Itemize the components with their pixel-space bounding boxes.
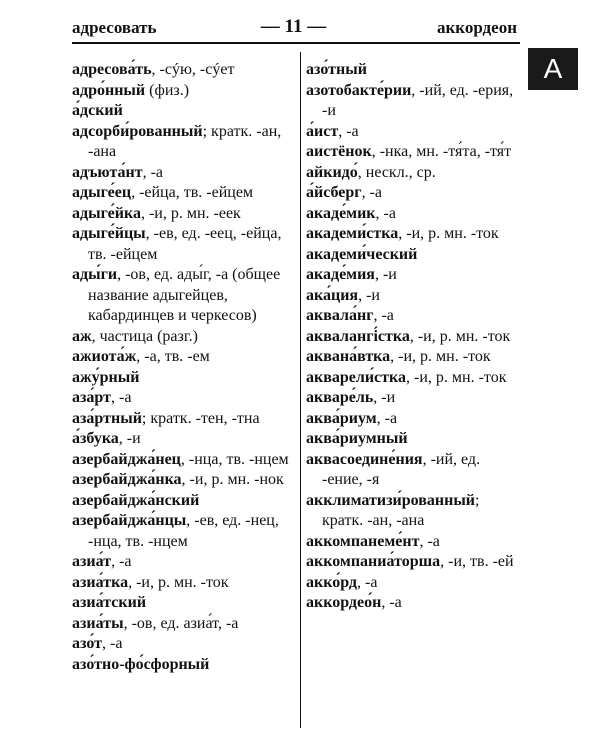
entry-grammar: , -а: [338, 122, 359, 140]
entry-headword: адъюта́нт: [72, 163, 143, 181]
page-header: [70, 12, 517, 40]
entry-headword: а́дский: [72, 102, 123, 119]
entry-grammar: , -а: [381, 594, 402, 611]
dictionary-entry: [72, 183, 294, 204]
entry-headword: аккомпанеме́нт: [306, 532, 420, 550]
entry-headword: азербайджа́нка: [72, 471, 182, 488]
entry-grammar: , -ий, ед. -ерия, -и: [322, 81, 514, 119]
header-right-guide-word: аккордеон: [436, 18, 517, 37]
entry-headword: адыге́ец: [72, 184, 132, 201]
entry-grammar: (физ.): [145, 81, 190, 99]
dictionary-entry: [306, 163, 521, 184]
entry-grammar: , -и: [358, 286, 380, 304]
dictionary-entry: [306, 183, 521, 204]
entry-grammar: , -а, тв. -ем: [136, 348, 210, 365]
right-column: [306, 60, 521, 614]
entry-headword: азо́тный: [306, 61, 367, 78]
entry-grammar: , -и, р. мн. -ток: [390, 348, 491, 365]
entry-headword: ажиота́ж: [72, 348, 137, 365]
entry-grammar: , -а: [376, 409, 398, 427]
entry-headword: азиа́т: [72, 553, 112, 570]
entry-headword: акваре́ль: [306, 389, 374, 406]
dictionary-entry: [306, 204, 521, 225]
dictionary-entry: [72, 450, 294, 471]
entry-headword: аза́рт: [72, 389, 111, 406]
entry-grammar: , -а: [101, 635, 123, 652]
entry-headword: азиа́ты: [72, 614, 124, 632]
entry-headword: азербайджа́нец: [72, 450, 181, 468]
dictionary-entry: [72, 204, 294, 225]
entry-grammar: ; кратк. -ан, -ана: [322, 491, 480, 529]
entry-headword: аж: [72, 327, 92, 345]
dictionary-entry: [72, 163, 294, 184]
header-rule: [72, 42, 520, 44]
entry-grammar: , -ев, ед. -еец, -ейца, тв. -ейцем: [88, 225, 282, 263]
dictionary-entry: [306, 245, 521, 266]
dictionary-entry: [72, 347, 294, 368]
dictionary-entry: [306, 368, 521, 389]
dictionary-entry: [306, 573, 521, 594]
entry-grammar: , -и, р. мн. -ток: [128, 573, 229, 591]
entry-headword: аквана́втка: [306, 348, 391, 365]
entry-headword: аква́риумный: [306, 430, 408, 447]
entry-grammar: , -и, тв. -ей: [440, 553, 514, 570]
entry-headword: азиа́тский: [72, 594, 147, 611]
dictionary-entry: [72, 409, 294, 430]
column-divider: [300, 52, 301, 728]
dictionary-entry: [72, 265, 294, 327]
entry-headword: аистёнок: [306, 143, 372, 160]
dictionary-entry: [306, 306, 521, 327]
dictionary-entry: [72, 470, 294, 491]
entry-headword: ады́ги: [72, 266, 118, 283]
dictionary-entry: [306, 388, 521, 409]
entry-headword: азербайджа́нский: [72, 491, 200, 509]
entry-headword: акварели́стка: [306, 368, 406, 386]
dictionary-entry: [72, 634, 294, 655]
dictionary-entry: [306, 409, 521, 430]
entry-grammar: , -ий, ед. -ение, -я: [322, 450, 481, 488]
entry-grammar: , -и, р. мн. -ток: [398, 225, 499, 242]
entry-headword: азиа́тка: [72, 573, 129, 591]
dictionary-entry: [72, 224, 294, 265]
dictionary-entry: [72, 327, 294, 348]
dictionary-entry: [72, 81, 294, 102]
dictionary-entry: [72, 122, 294, 163]
dictionary-entry: [306, 593, 521, 614]
entry-grammar: , -нка, мн. -тя́та, -тя́т: [371, 143, 512, 160]
entry-grammar: , -и, р. мн. -нок: [181, 471, 284, 488]
dictionary-entry: [72, 368, 294, 389]
entry-grammar: ; кратк. -тен, -тна: [141, 409, 260, 427]
entry-headword: адро́нный: [72, 81, 146, 99]
entry-headword: акаде́мия: [306, 266, 375, 283]
entry-grammar: , -а: [111, 553, 132, 570]
dictionary-entry: [72, 429, 294, 450]
entry-grammar: ; кратк. -ан, -ана: [88, 122, 282, 160]
dictionary-entry: [306, 429, 521, 450]
dictionary-entry: [306, 60, 521, 81]
entry-headword: аква́риум: [306, 409, 377, 427]
entry-grammar: , -а: [110, 389, 132, 406]
entry-headword: аккомпаниа́торша: [306, 553, 441, 570]
left-column: [72, 60, 294, 675]
entry-grammar: , -ов, ед. азиа́т, -а: [123, 614, 239, 632]
page-number: — 11 —: [260, 16, 327, 37]
entry-headword: азо́тно-фо́сфорный: [72, 655, 210, 673]
entry-grammar: , -сýю, -сýет: [151, 61, 235, 78]
dictionary-entry: [72, 614, 294, 635]
entry-headword: ажу́рный: [72, 368, 140, 386]
dictionary-entry: [72, 552, 294, 573]
dictionary-entry: [306, 286, 521, 307]
entry-grammar: , -ейца, тв. -ейцем: [131, 184, 254, 201]
entry-grammar: , -а: [373, 307, 394, 324]
entry-headword: а́ист: [306, 122, 339, 140]
dictionary-entry: [72, 593, 294, 614]
dictionary-entry: [306, 81, 521, 122]
entry-headword: академи́ческий: [306, 245, 418, 263]
entry-grammar: , -ов, ед. ады́г, -а (общее название адыгейцев, кабардинцев и черкесов): [88, 266, 281, 324]
dictionary-entry: [306, 552, 521, 573]
entry-grammar: , -и: [373, 389, 396, 406]
header-left-guide-word: адресовать: [72, 18, 157, 37]
entry-headword: а́йсберг: [306, 184, 362, 201]
dictionary-entry: [306, 327, 521, 348]
dictionary-entry: [72, 573, 294, 594]
dictionary-entry: [306, 491, 521, 532]
dictionary-entry: [306, 450, 521, 491]
entry-headword: азотобакте́рии: [306, 81, 412, 99]
dictionary-entry: [306, 347, 521, 368]
entry-grammar: , -и: [118, 430, 141, 447]
entry-headword: адыге́йцы: [72, 225, 146, 242]
entry-headword: академи́стка: [306, 225, 399, 242]
entry-headword: аквасоедине́ния: [306, 450, 423, 468]
entry-headword: айкидо́: [306, 163, 358, 181]
entry-headword: адсорби́рованный: [72, 122, 203, 140]
entry-grammar: , -а: [375, 204, 396, 222]
entry-grammar: , -а: [361, 184, 383, 201]
letter-tab: А: [528, 48, 578, 90]
dictionary-entry: [306, 532, 521, 553]
entry-grammar: , -и: [374, 266, 397, 283]
dictionary-entry: [72, 655, 294, 676]
dictionary-entry: [72, 101, 294, 122]
dictionary-entry: [306, 142, 521, 163]
dictionary-entry: [306, 122, 521, 143]
dictionary-entry: [72, 388, 294, 409]
entry-grammar: , -ев, ед. -нец, -нца, тв. -нцем: [88, 512, 279, 550]
entry-grammar: , -а: [419, 532, 440, 550]
entry-headword: азербайджа́нцы: [72, 512, 187, 529]
entry-grammar: , -а: [142, 163, 164, 181]
entry-grammar: , -и, р. мн. -ток: [406, 368, 507, 386]
entry-headword: аккордео́н: [306, 594, 382, 611]
entry-grammar: , -а: [357, 573, 378, 591]
entry-headword: азо́т: [72, 635, 102, 652]
dictionary-entry: [306, 224, 521, 245]
entry-headword: аза́ртный: [72, 409, 142, 427]
dictionary-entry: [306, 265, 521, 286]
dictionary-entry: [72, 60, 294, 81]
entry-headword: ака́ция: [306, 286, 359, 304]
entry-grammar: , нескл., ср.: [357, 163, 436, 181]
dictionary-entry: [72, 491, 294, 512]
entry-headword: аквала́нг: [306, 307, 374, 324]
entry-headword: акклиматизи́рованный: [306, 491, 476, 509]
entry-headword: а́збука: [72, 430, 119, 447]
entry-grammar: , -и, р. мн. -ток: [409, 327, 511, 345]
entry-grammar: , -и, р. мн. -еек: [140, 204, 241, 222]
entry-grammar: , частица (разг.): [91, 327, 198, 345]
entry-headword: акаде́мик: [306, 204, 376, 222]
entry-grammar: , -нца, тв. -нцем: [180, 450, 289, 468]
dictionary-entry: [72, 511, 294, 552]
entry-headword: адресова́ть: [72, 61, 152, 78]
entry-headword: акко́рд: [306, 573, 358, 591]
entry-headword: аквалангі́стка: [306, 327, 410, 345]
entry-headword: адыге́йка: [72, 204, 141, 222]
